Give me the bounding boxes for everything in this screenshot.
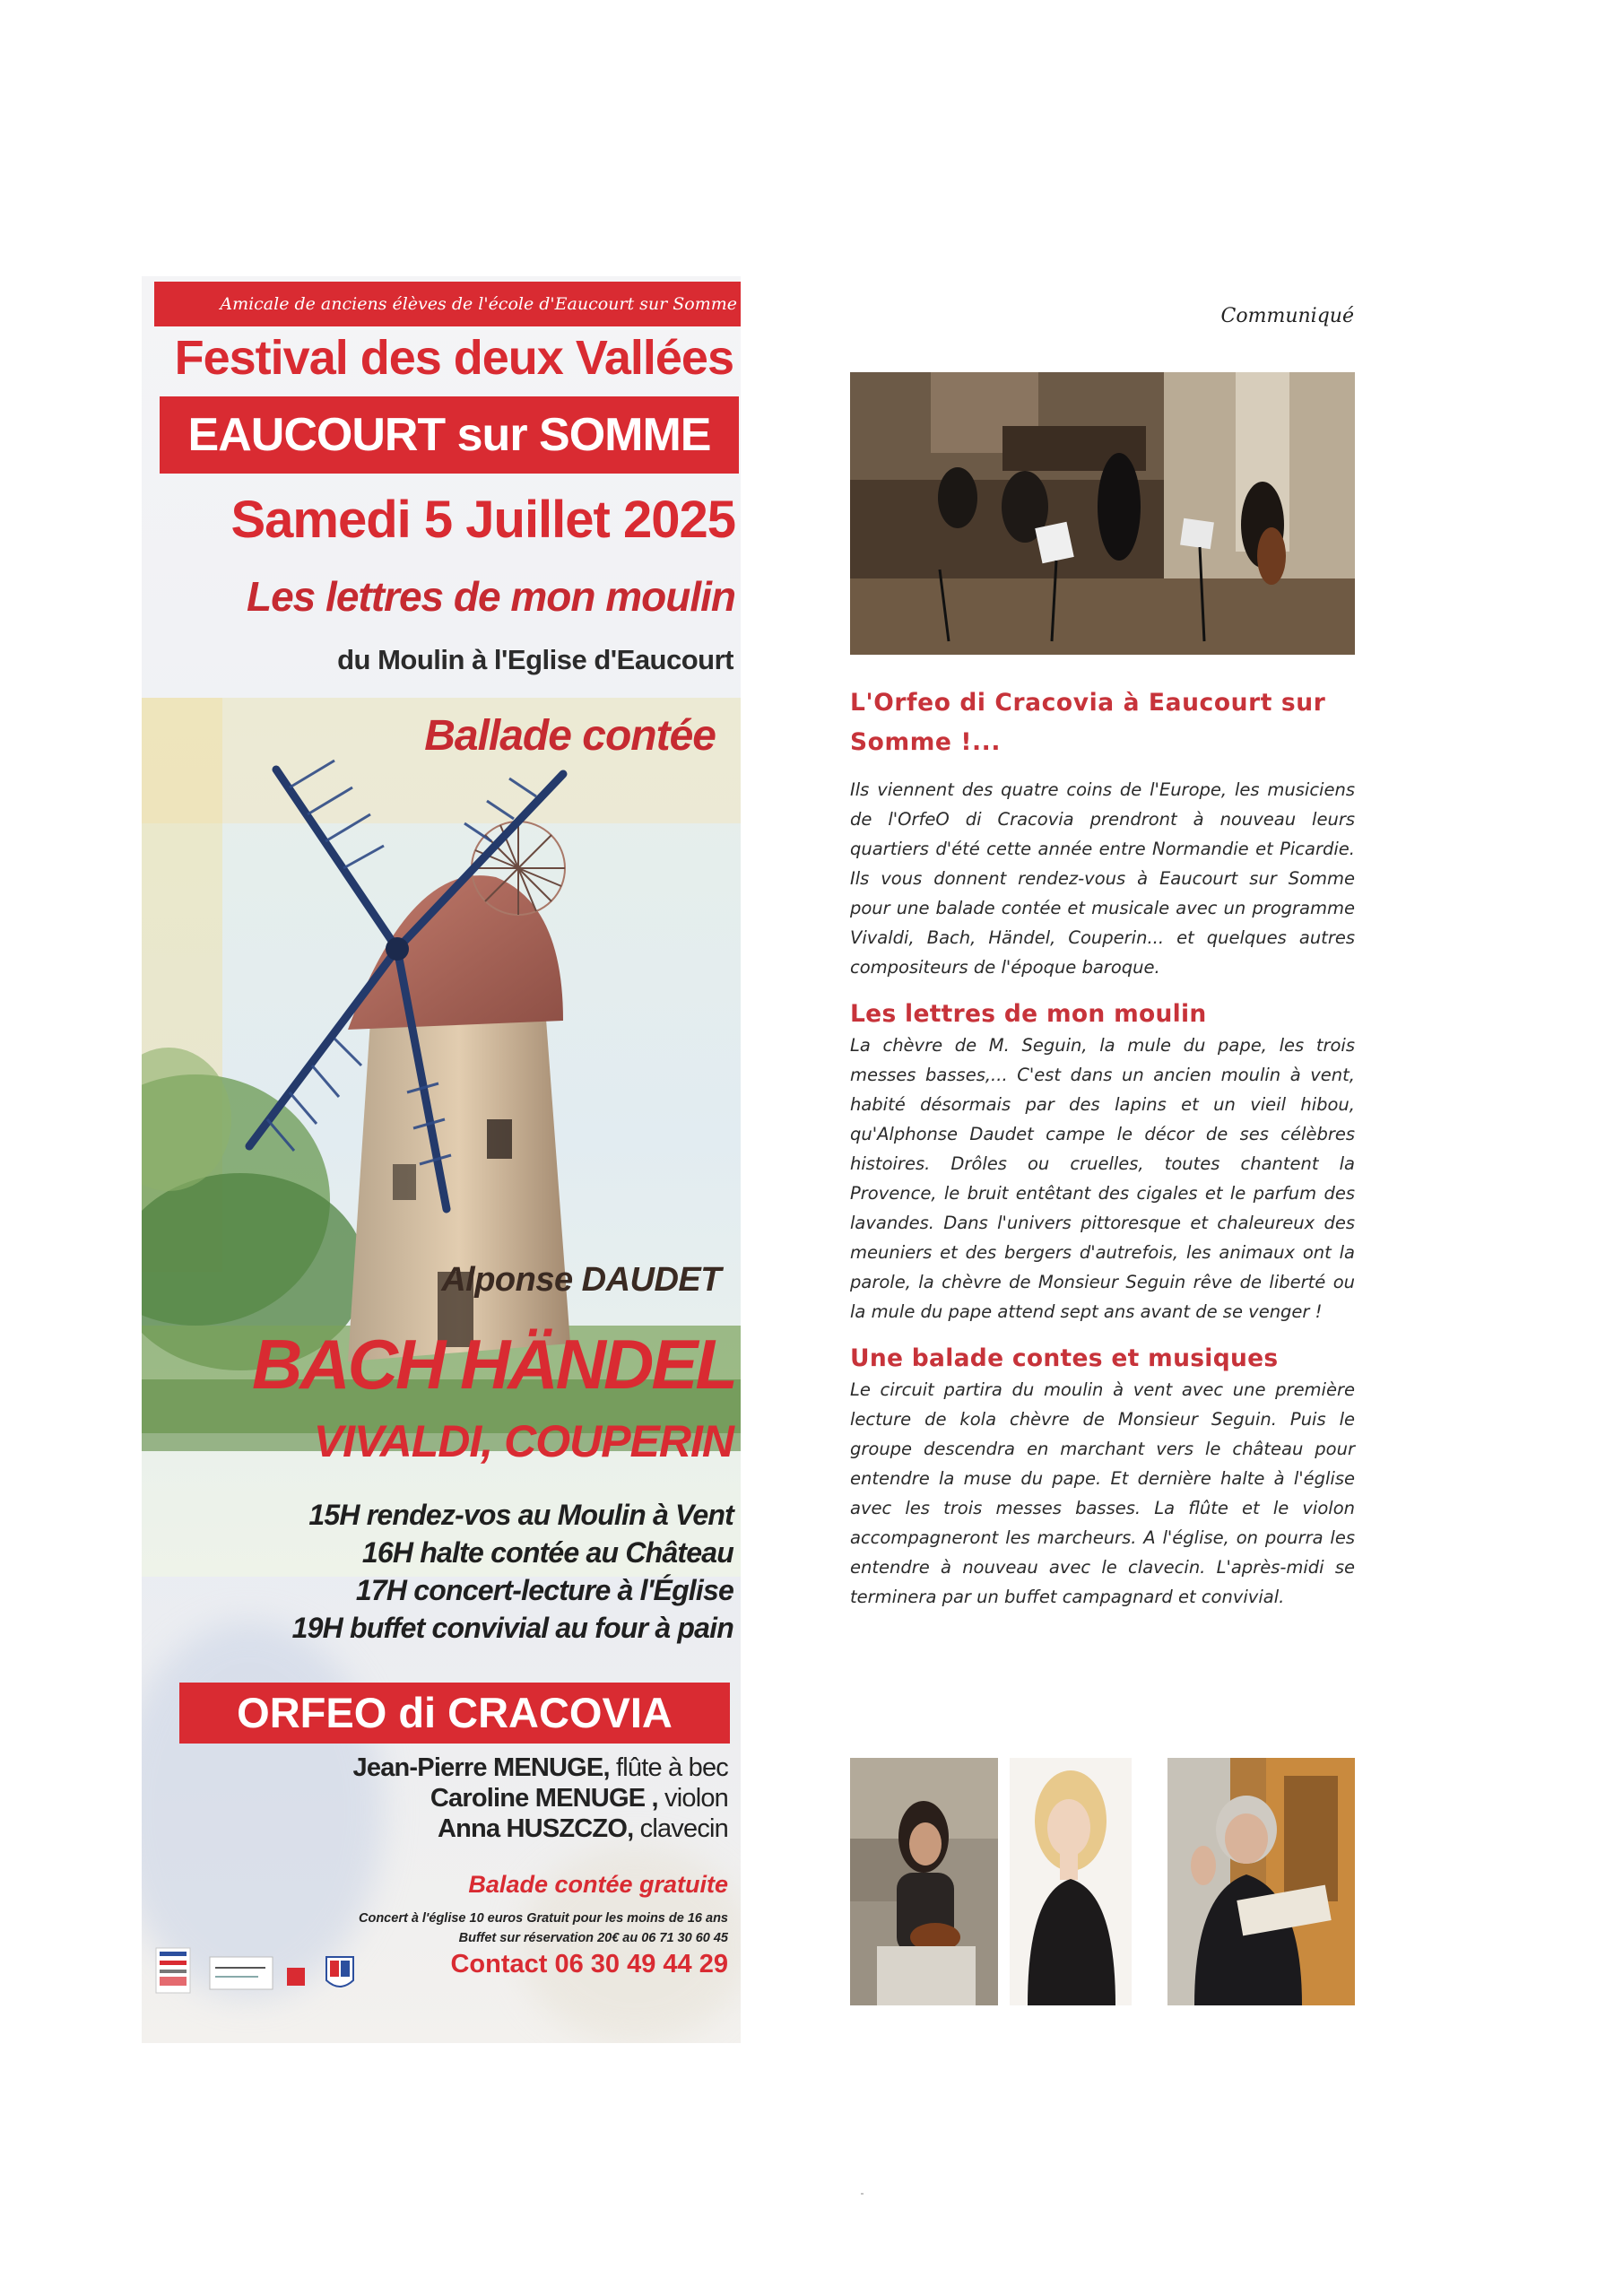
musician-photo-portrait xyxy=(1010,1758,1132,2005)
ensemble-banner: ORFEO di CRACOVIA xyxy=(179,1683,730,1744)
schedule-item: 16H halte contée au Château xyxy=(361,1536,733,1569)
place-banner: EAUCOURT sur SOMME xyxy=(160,396,739,474)
association-banner: Amicale de anciens élèves de l'école d'Eaucourt sur Somme xyxy=(154,282,741,326)
musician-name: Jean-Pierre MENUGE, xyxy=(352,1753,610,1782)
festival-title: Festival des deux Vallées xyxy=(174,331,733,385)
free-walk-note: Balade contée gratuite xyxy=(468,1871,728,1898)
article-headline: L'Orfeo di Cracovia à Eaucourt sur Somme !... xyxy=(850,689,1326,756)
price-note: Buffet sur réservation 20€ au 06 71 30 60 45 xyxy=(458,1931,728,1945)
musician-photo-violin xyxy=(850,1758,998,2005)
musician-name: Caroline MENUGE , xyxy=(430,1784,658,1813)
section-heading: Les lettres de mon moulin xyxy=(850,1000,1207,1028)
festival-poster xyxy=(142,276,741,2043)
concert-photo xyxy=(850,372,1355,655)
schedule-item: 15H rendez-vos au Moulin à Vent xyxy=(308,1499,733,1531)
author-name: Alponse DAUDET xyxy=(441,1261,721,1299)
article-intro: Ils viennent des quatre coins de l'Europe, les musiciens de l'OrfeO di Cracovia prendront à nouveau leurs quartiers d'été cette année entre Normandie et Picardie. Ils vous donnent rendez-vous à Eaucourt sur Somme pour une balade contée et musicale avec un programme Vivaldi, Bach, Händel, Couperin... et quelques autres compositeurs de l'époque baroque. xyxy=(850,779,1355,978)
composers-line-1: BACH HÄNDEL xyxy=(252,1325,735,1404)
musician-name: Anna HUSZCZO, xyxy=(437,1814,634,1843)
section-label: Communiqué xyxy=(1220,305,1354,327)
route-line: du Moulin à l'Eglise d'Eaucourt xyxy=(337,644,733,675)
musician-photo-reader xyxy=(1167,1758,1355,2005)
musicians-list xyxy=(142,1752,741,1844)
event-date: Samedi 5 Juillet 2025 xyxy=(230,491,735,549)
contact-phone: Contact 06 30 49 44 29 xyxy=(450,1950,728,1979)
article xyxy=(850,683,1355,1612)
composers-line-2: VIVALDI, COUPERIN xyxy=(313,1416,733,1466)
schedule-list xyxy=(142,1496,741,1647)
poster-subtitle: Les lettres de mon moulin xyxy=(247,573,735,620)
schedule-item: 17H concert-lecture à l'Église xyxy=(355,1574,733,1606)
musician-instrument: violon xyxy=(657,1784,728,1813)
musician-instrument: flûte à bec xyxy=(609,1753,728,1782)
price-notes xyxy=(142,1909,741,1948)
musician-instrument: clavecin xyxy=(633,1814,728,1843)
schedule-item: 19H buffet convivial au four à pain xyxy=(291,1612,733,1644)
musician-line xyxy=(142,1813,728,1844)
walk-title: Ballade contée xyxy=(424,712,716,760)
price-note: Concert à l'église 10 euros Gratuit pour les moins de 16 ans xyxy=(359,1911,728,1926)
sponsor-logos xyxy=(154,1944,360,1998)
section-heading: Une balade contes et musiques xyxy=(850,1344,1279,1372)
musician-line xyxy=(142,1752,728,1783)
section-body: La chèvre de M. Seguin, la mule du pape, les trois messes basses,... C'est dans un ancien moulin à vent, habité désormais par des lapins et un vieil hibou, qu'Alphonse Daudet campe le décor de ses célèbres histoires. Drôles ou cruelles, toutes chantent la Provence, le bruit entêtant des cigales et le parfum des lavandes. Dans l'univers pittoresque et chaleureux des meuniers et des bergers d'autrefois, les animaux ont la parole, la chèvre de Monsieur Seguin rêve de liberté ou la mule du pape attend sept ans avant de se venger ! xyxy=(850,1035,1355,1322)
section-body: Le circuit partira du moulin à vent avec une première lecture de kola chèvre de Monsieur Seguin. Puis le groupe descendra en marchant vers le château pour entendre la muse du pape. Et dernière halte à l'église avec les trois messes basses. La flûte et le violon accompagneront les marcheurs. A l'église, on pourra les entendre à nouveau avec le clavecin. L'après-midi se terminera par un buffet campagnard et convivial. xyxy=(850,1379,1355,1607)
musician-line xyxy=(142,1783,728,1813)
